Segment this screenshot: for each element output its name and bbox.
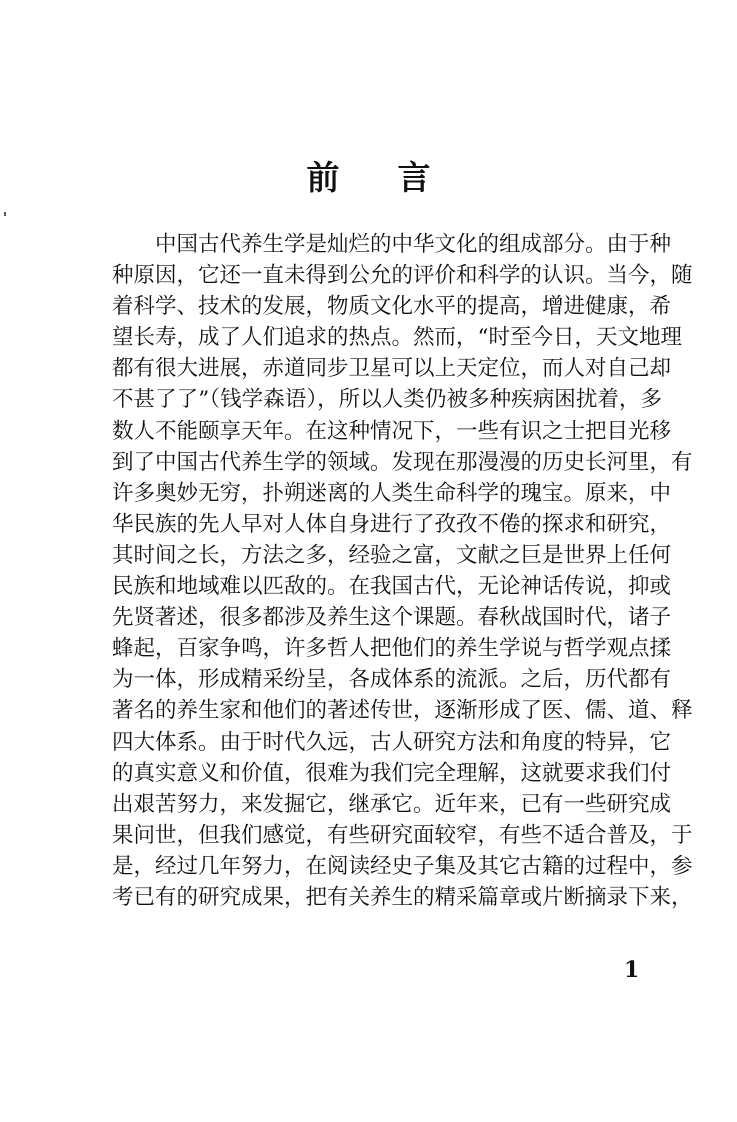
paragraph-line: 许多奥妙无穷，扑朔迷离的人类生命科学的瑰宝。原来，中 [112,480,672,506]
paragraph-line: 是，经过几年努力，在阅读经史子集及其它古籍的过程中，参 [112,853,693,879]
paragraph-line: 著名的养生家和他们的著述传世，逐渐形成了医、儒、道、释 [112,698,693,724]
paragraph-line: 到了中国古代养生学的领域。发现在那漫漫的历史长河里，有 [112,449,693,475]
paragraph-line: 民族和地域难以匹敌的。在我国古代，无论神话传说，抑或 [112,574,672,600]
paragraph-line: 先贤著述，很多都涉及养生这个课题。春秋战国时代，诸子 [112,605,672,631]
paragraph-line: 其时间之长，方法之多，经验之富，文献之巨是世界上任何 [112,542,672,568]
paragraph-line: 着科学、技术的发展，物质文化水平的提高，增进健康，希 [112,294,672,320]
paragraph-line: 出艰苦努力，来发掘它，继承它。近年来，已有一些研究成 [112,791,672,817]
paragraph-line: 都有很大进展，赤道同步卫星可以上天定位，而人对自己却 [112,356,672,382]
page-title [0,152,737,199]
paragraph-line: 望长寿，成了人们追求的热点。然而，“时至今日，天文地理 [112,325,682,351]
paragraph-line: 考已有的研究成果，把有关养生的精采篇章或片断摘录下来， [112,884,693,910]
paragraph-line: 为一体，形成精采纷呈，各成体系的流派。之后，历代都有 [112,667,672,693]
paragraph-line: 的真实意义和价值，很难为我们完全理解，这就要求我们付 [112,760,672,786]
paragraph-line: 不甚了了”（钱学森语），所以人类仍被多种疾病困扰着，多 [112,387,662,413]
paragraph-line: 四大体系。由于时代久远，古人研究方法和角度的特异，它 [112,729,672,755]
paragraph-line: 华民族的先人早对人体自身进行了孜孜不倦的探求和研究， [112,511,672,537]
paragraph-line: 蜂起，百家争鸣，许多哲人把他们的养生学说与哲学观点揉 [112,636,672,662]
paragraph-line: 中国古代养生学是灿烂的中华文化的组成部分。由于种 [155,232,672,257]
preface-paragraph [112,229,693,913]
page-number: 1 [624,957,640,983]
paragraph-line: 果问世，但我们感觉，有些研究面较窄，有些不适合普及，于 [112,822,693,848]
paragraph-line: 种原因，它还一直未得到公允的评价和科学的认识。当今，随 [112,263,693,289]
scan-speck [4,212,6,216]
paragraph-line: 数人不能颐享天年。在这种情况下，一些有识之士把目光移 [112,418,672,444]
title-char-2: 言 [397,158,431,197]
title-char-1: 前 [306,158,340,197]
